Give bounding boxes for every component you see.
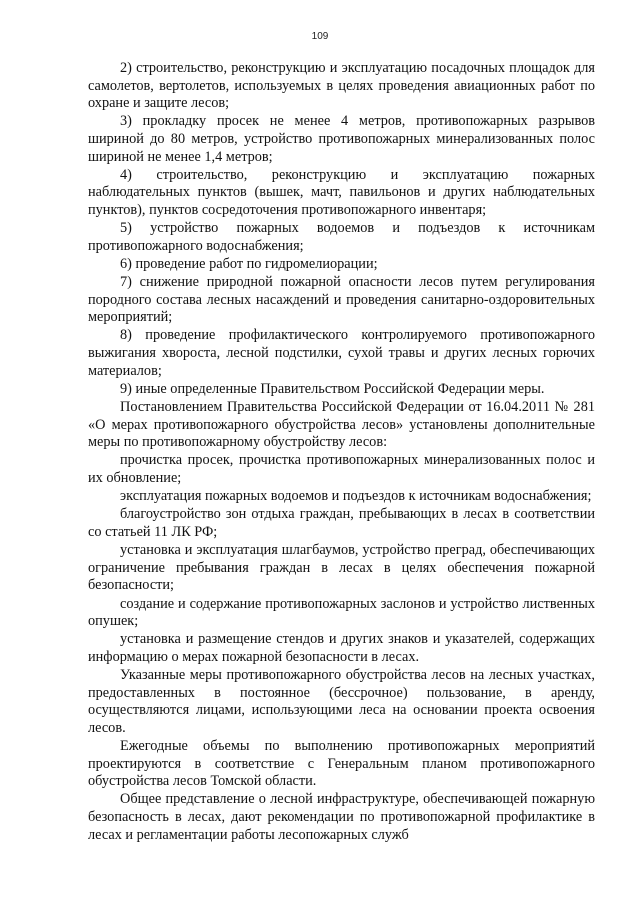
- paragraph: Постановлением Правительства Российской Федерации от 16.04.2011 № 281 «О мерах противопожарного обустройства лесов» установлены дополнительные меры по противопожарному обустройству лесов:: [88, 399, 595, 451]
- paragraph: 4) строительство, реконструкцию и эксплуатацию пожарных наблюдательных пунктов (вышек, мачт, павильонов и других наблюдательных пунктов), пунктов сосредоточения противопожарного инвентаря;: [88, 166, 595, 218]
- paragraph: 7) снижение природной пожарной опасности лесов путем регулирования породного состава лесных насаждений и проведения санитарно-оздоровительных мероприятий;: [88, 274, 595, 326]
- paragraph: установка и размещение стендов и других знаков и указателей, содержащих информацию о мерах пожарной безопасности в лесах.: [88, 631, 595, 665]
- paragraph: Указанные меры противопожарного обустройства лесов на лесных участках, предоставленных в постоянное (бессрочное) пользование, в аренду, осуществляются лицами, использующими леса на основании проекта освоения лесов.: [88, 667, 595, 736]
- body-text: [88, 60, 595, 845]
- paragraph: Общее представление о лесной инфраструктуре, обеспечивающей пожарную безопасность в лесах, дают рекомендации по противопожарной профилактике в лесах и регламентации работы лесопожарных служб: [88, 791, 595, 843]
- paragraph: 9) иные определенные Правительством Российской Федерации меры.: [120, 380, 545, 397]
- paragraph: прочистка просек, прочистка противопожарных минерализованных полос и их обновление;: [88, 452, 595, 486]
- paragraph: Ежегодные объемы по выполнению противопожарных мероприятий проектируются в соответствие с Генеральным планом противопожарного обустройства лесов Томской области.: [88, 738, 595, 790]
- paragraph: установка и эксплуатация шлагбаумов, устройство преград, обеспечивающих ограничение пребывания граждан в лесах в целях обеспечения пожарной безопасности;: [88, 542, 595, 594]
- page-number: 109: [311, 31, 329, 42]
- paragraph: эксплуатация пожарных водоемов и подъездов к источникам водоснабжения;: [120, 488, 592, 505]
- paragraph: благоустройство зон отдыха граждан, пребывающих в лесах в соответствии со статьей 11 ЛК РФ;: [88, 506, 595, 540]
- paragraph: 6) проведение работ по гидромелиорации;: [120, 255, 378, 272]
- paragraph: 3) прокладку просек не менее 4 метров, противопожарных разрывов шириной до 80 метров, устройство противопожарных минерализованных полос шириной не менее 1,4 метров;: [88, 113, 595, 165]
- paragraph: создание и содержание противопожарных заслонов и устройство лиственных опушек;: [88, 595, 595, 630]
- paragraph: 2) строительство, реконструкцию и эксплуатацию посадочных площадок для самолетов, вертолетов, используемых в целях проведения авиационных работ по охране и защите лесов;: [88, 60, 595, 112]
- paragraph: 8) проведение профилактического контролируемого противопожарного выжигания хвороста, лесной подстилки, сухой травы и других лесных горючих материалов;: [88, 327, 595, 379]
- paragraph: 5) устройство пожарных водоемов и подъездов к источникам противопожарного водоснабжения;: [88, 220, 595, 254]
